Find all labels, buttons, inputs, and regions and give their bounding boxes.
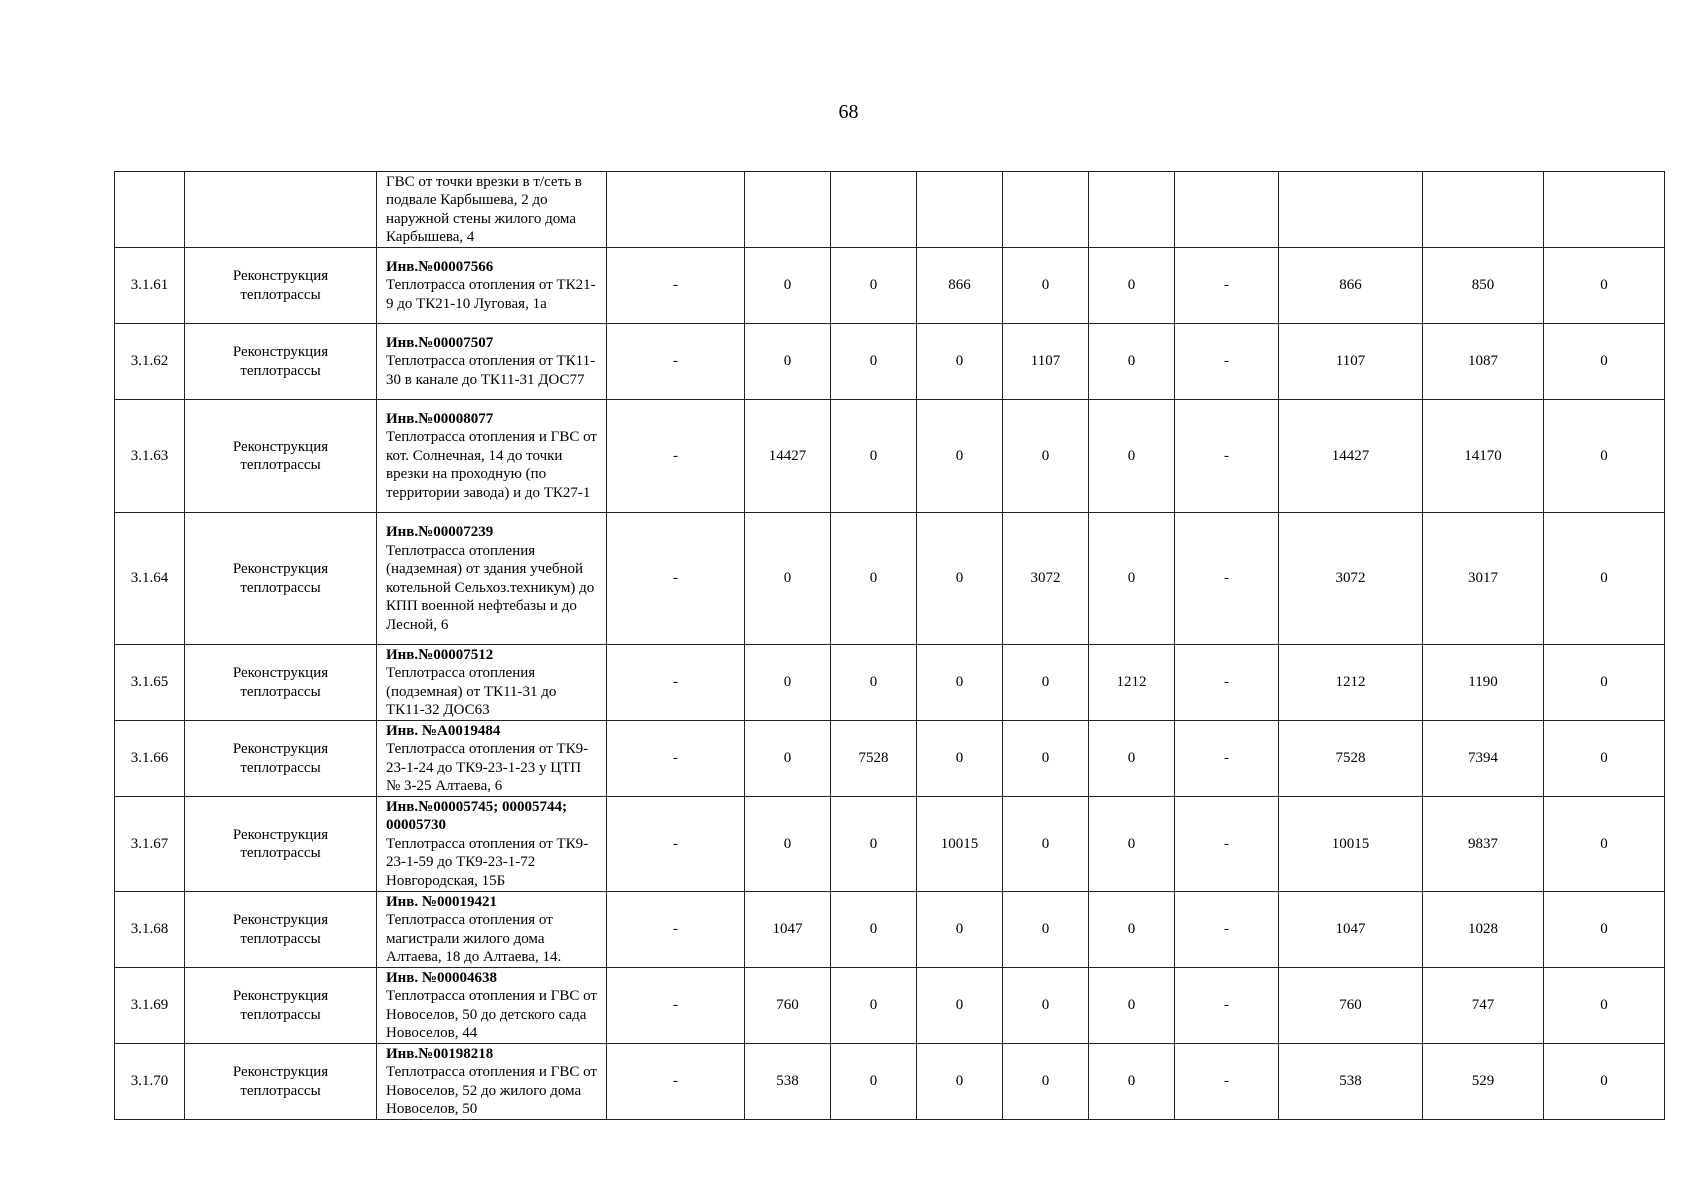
- cell-value-c6: 0: [1089, 721, 1175, 797]
- cell-value-c1: -: [607, 797, 745, 892]
- cell-value-c2: 0: [745, 513, 831, 645]
- table-row: [115, 513, 1665, 645]
- cell-num: 3.1.65: [115, 645, 185, 721]
- table-row: [115, 645, 1665, 721]
- cell-value-c2: 0: [745, 324, 831, 400]
- cell-num: 3.1.70: [115, 1044, 185, 1120]
- cell-value-c1: -: [607, 968, 745, 1044]
- cell-value-c3: 0: [831, 892, 917, 968]
- cell-value-c3: 0: [831, 797, 917, 892]
- cell-num: 3.1.69: [115, 968, 185, 1044]
- cell-empty: [745, 172, 831, 248]
- cell-value-c9: 850: [1423, 248, 1544, 324]
- cell-value-c4: 0: [917, 645, 1003, 721]
- cell-description: [377, 324, 607, 400]
- cell-value-c2: 14427: [745, 400, 831, 513]
- inventory-number: Инв. №00019421: [386, 893, 497, 910]
- description-text: Теплотрасса отопления (подземная) от ТК11-31 до ТК11-32 ДОС63: [386, 665, 557, 718]
- cell-value-c1: -: [607, 400, 745, 513]
- table-row: [115, 797, 1665, 892]
- cell-value-c4: 0: [917, 513, 1003, 645]
- description-text: Теплотрасса отопления от магистрали жилого дома Алтаева, 18 до Алтаева, 14.: [386, 912, 562, 965]
- cell-value-c9: 3017: [1423, 513, 1544, 645]
- table-row: [115, 248, 1665, 324]
- inventory-number: Инв.№00007507: [386, 334, 494, 351]
- cell-value-c5: 0: [1003, 892, 1089, 968]
- cell-value-c10: 0: [1544, 645, 1665, 721]
- cell-type: Реконструкция теплотрассы: [185, 324, 377, 400]
- cell-num: [115, 172, 185, 248]
- cell-value-c7: -: [1175, 892, 1279, 968]
- cell-value-c10: 0: [1544, 721, 1665, 797]
- inventory-number: Инв. №00004638: [386, 969, 497, 986]
- cell-description: [377, 400, 607, 513]
- cell-value-c9: 7394: [1423, 721, 1544, 797]
- cell-value-c8: 7528: [1279, 721, 1423, 797]
- page-number: 68: [838, 101, 859, 123]
- cell-value-c10: 0: [1544, 1044, 1665, 1120]
- description-text: Теплотрасса отопления (надземная) от здания учебной котельной Сельхоз.техникум) до КПП военной нефтебазы и до Лесной, 6: [386, 542, 595, 633]
- cell-empty: [831, 172, 917, 248]
- cell-value-c6: 0: [1089, 513, 1175, 645]
- inventory-number: Инв.№00198218: [386, 1045, 494, 1062]
- cell-num: 3.1.61: [115, 248, 185, 324]
- cell-value-c7: -: [1175, 645, 1279, 721]
- cell-value-c3: 0: [831, 645, 917, 721]
- cell-value-c3: 0: [831, 400, 917, 513]
- cell-value-c1: -: [607, 513, 745, 645]
- cell-value-c10: 0: [1544, 968, 1665, 1044]
- cell-value-c4: 0: [917, 1044, 1003, 1120]
- cell-value-c3: 7528: [831, 721, 917, 797]
- cell-value-c10: 0: [1544, 892, 1665, 968]
- cell-value-c7: -: [1175, 513, 1279, 645]
- cell-value-c1: -: [607, 1044, 745, 1120]
- cell-value-c3: 0: [831, 248, 917, 324]
- table-row: [115, 400, 1665, 513]
- cell-empty: [1423, 172, 1544, 248]
- cell-value-c7: -: [1175, 400, 1279, 513]
- table-row-continuation: [115, 172, 1665, 248]
- cell-value-c4: 10015: [917, 797, 1003, 892]
- cell-value-c5: 0: [1003, 968, 1089, 1044]
- cell-type: Реконструкция теплотрассы: [185, 892, 377, 968]
- cell-value-c7: -: [1175, 968, 1279, 1044]
- cell-value-c5: 0: [1003, 1044, 1089, 1120]
- cell-value-c3: 0: [831, 324, 917, 400]
- cell-value-c8: 760: [1279, 968, 1423, 1044]
- cell-type: Реконструкция теплотрассы: [185, 721, 377, 797]
- cell-value-c2: 538: [745, 1044, 831, 1120]
- cell-value-c10: 0: [1544, 400, 1665, 513]
- cell-empty: [1175, 172, 1279, 248]
- description-text: Теплотрасса отопления от ТК21-9 до ТК21-10 Луговая, 1а: [386, 277, 596, 312]
- cell-value-c2: 1047: [745, 892, 831, 968]
- cell-description: [377, 248, 607, 324]
- inventory-number: Инв.№00008077: [386, 410, 494, 427]
- cell-type: Реконструкция теплотрассы: [185, 400, 377, 513]
- cell-value-c1: -: [607, 721, 745, 797]
- cell-value-c3: 0: [831, 1044, 917, 1120]
- cell-value-c6: 0: [1089, 248, 1175, 324]
- cell-description: [377, 513, 607, 645]
- cell-value-c4: 0: [917, 968, 1003, 1044]
- inventory-number: Инв.№00007512: [386, 646, 494, 663]
- cell-type: Реконструкция теплотрассы: [185, 513, 377, 645]
- cell-value-c7: -: [1175, 721, 1279, 797]
- cell-value-c1: -: [607, 248, 745, 324]
- cell-empty: [917, 172, 1003, 248]
- cell-value-c5: 3072: [1003, 513, 1089, 645]
- cell-value-c4: 0: [917, 400, 1003, 513]
- cell-value-c3: 0: [831, 513, 917, 645]
- cell-value-c5: 0: [1003, 797, 1089, 892]
- cell-value-c9: 1190: [1423, 645, 1544, 721]
- cell-value-c9: 14170: [1423, 400, 1544, 513]
- description-text: Теплотрасса отопления и ГВС от Новоселов, 50 до детского сада Новоселов, 44: [386, 988, 597, 1041]
- cell-num: 3.1.68: [115, 892, 185, 968]
- cell-value-c4: 0: [917, 721, 1003, 797]
- table-row: [115, 892, 1665, 968]
- cell-description: [377, 892, 607, 968]
- cell-value-c7: -: [1175, 1044, 1279, 1120]
- table-row: [115, 1044, 1665, 1120]
- description-text: Теплотрасса отопления и ГВС от кот. Солнечная, 14 до точки врезки на проходную (по территории завода) и до ТК27-1: [386, 429, 597, 501]
- cell-value-c1: -: [607, 892, 745, 968]
- cell-description: [377, 797, 607, 892]
- cell-value-c6: 1212: [1089, 645, 1175, 721]
- cell-num: 3.1.67: [115, 797, 185, 892]
- cell-empty: [607, 172, 745, 248]
- cell-value-c5: 0: [1003, 248, 1089, 324]
- cell-description: [377, 645, 607, 721]
- cell-value-c3: 0: [831, 968, 917, 1044]
- cell-value-c10: 0: [1544, 797, 1665, 892]
- cell-value-c8: 1107: [1279, 324, 1423, 400]
- cell-value-c8: 14427: [1279, 400, 1423, 513]
- cell-value-c6: 0: [1089, 324, 1175, 400]
- cell-type: Реконструкция теплотрассы: [185, 1044, 377, 1120]
- cell-empty: [1089, 172, 1175, 248]
- cell-value-c5: 0: [1003, 400, 1089, 513]
- cell-description: [377, 968, 607, 1044]
- cell-value-c1: -: [607, 645, 745, 721]
- cell-value-c4: 866: [917, 248, 1003, 324]
- description-text: ГВС от точки врезки в т/сеть в подвале Карбышева, 2 до наружной стены жилого дома Карбышева, 4: [386, 173, 582, 245]
- cell-description: [377, 1044, 607, 1120]
- cell-value-c6: 0: [1089, 400, 1175, 513]
- cell-value-c1: -: [607, 324, 745, 400]
- cell-type: Реконструкция теплотрассы: [185, 968, 377, 1044]
- cell-value-c4: 0: [917, 324, 1003, 400]
- inventory-number: Инв. №А0019484: [386, 722, 501, 739]
- cell-value-c5: 0: [1003, 721, 1089, 797]
- cell-value-c8: 3072: [1279, 513, 1423, 645]
- table-body: [115, 172, 1665, 1120]
- table-row: [115, 721, 1665, 797]
- cell-value-c7: -: [1175, 324, 1279, 400]
- cell-value-c2: 0: [745, 248, 831, 324]
- cell-type: Реконструкция теплотрассы: [185, 645, 377, 721]
- cell-value-c9: 747: [1423, 968, 1544, 1044]
- cell-empty: [1279, 172, 1423, 248]
- cell-type: Реконструкция теплотрассы: [185, 248, 377, 324]
- inventory-number: Инв.№00007566: [386, 258, 494, 275]
- cell-value-c6: 0: [1089, 797, 1175, 892]
- inventory-number: Инв.№00007239: [386, 524, 494, 540]
- cell-description: [377, 721, 607, 797]
- cell-value-c10: 0: [1544, 324, 1665, 400]
- cell-value-c8: 538: [1279, 1044, 1423, 1120]
- cell-value-c2: 0: [745, 645, 831, 721]
- cell-value-c9: 9837: [1423, 797, 1544, 892]
- cell-value-c9: 529: [1423, 1044, 1544, 1120]
- cell-value-c7: -: [1175, 797, 1279, 892]
- cell-value-c5: 0: [1003, 645, 1089, 721]
- description-text: Теплотрасса отопления от ТК11-30 в канале до ТК11-31 ДОС77: [386, 353, 596, 388]
- cell-value-c4: 0: [917, 892, 1003, 968]
- cell-num: 3.1.62: [115, 324, 185, 400]
- inventory-number: Инв.№00005745; 00005744; 00005730: [386, 798, 567, 834]
- cell-value-c8: 1047: [1279, 892, 1423, 968]
- table-row: [115, 968, 1665, 1044]
- cell-value-c8: 10015: [1279, 797, 1423, 892]
- investment-table: [114, 171, 1665, 1120]
- cell-description: [377, 172, 607, 248]
- cell-value-c5: 1107: [1003, 324, 1089, 400]
- cell-value-c6: 0: [1089, 968, 1175, 1044]
- cell-value-c9: 1028: [1423, 892, 1544, 968]
- cell-type: [185, 172, 377, 248]
- cell-type: Реконструкция теплотрассы: [185, 797, 377, 892]
- cell-value-c8: 1212: [1279, 645, 1423, 721]
- cell-num: 3.1.66: [115, 721, 185, 797]
- description-text: Теплотрасса отопления от ТК9-23-1-59 до ТК9-23-1-72 Новгородская, 15Б: [386, 835, 589, 889]
- cell-value-c9: 1087: [1423, 324, 1544, 400]
- cell-empty: [1003, 172, 1089, 248]
- cell-value-c2: 760: [745, 968, 831, 1044]
- cell-value-c2: 0: [745, 721, 831, 797]
- table-row: [115, 324, 1665, 400]
- cell-empty: [1544, 172, 1665, 248]
- cell-value-c6: 0: [1089, 1044, 1175, 1120]
- cell-value-c10: 0: [1544, 513, 1665, 645]
- description-text: Теплотрасса отопления от ТК9-23-1-24 до ТК9-23-1-23 у ЦТП № 3-25 Алтаева, 6: [386, 741, 589, 794]
- cell-value-c2: 0: [745, 797, 831, 892]
- cell-value-c10: 0: [1544, 248, 1665, 324]
- cell-value-c6: 0: [1089, 892, 1175, 968]
- cell-num: 3.1.63: [115, 400, 185, 513]
- cell-num: 3.1.64: [115, 513, 185, 645]
- cell-value-c8: 866: [1279, 248, 1423, 324]
- cell-value-c7: -: [1175, 248, 1279, 324]
- description-text: Теплотрасса отопления и ГВС от Новоселов, 52 до жилого дома Новоселов, 50: [386, 1064, 597, 1117]
